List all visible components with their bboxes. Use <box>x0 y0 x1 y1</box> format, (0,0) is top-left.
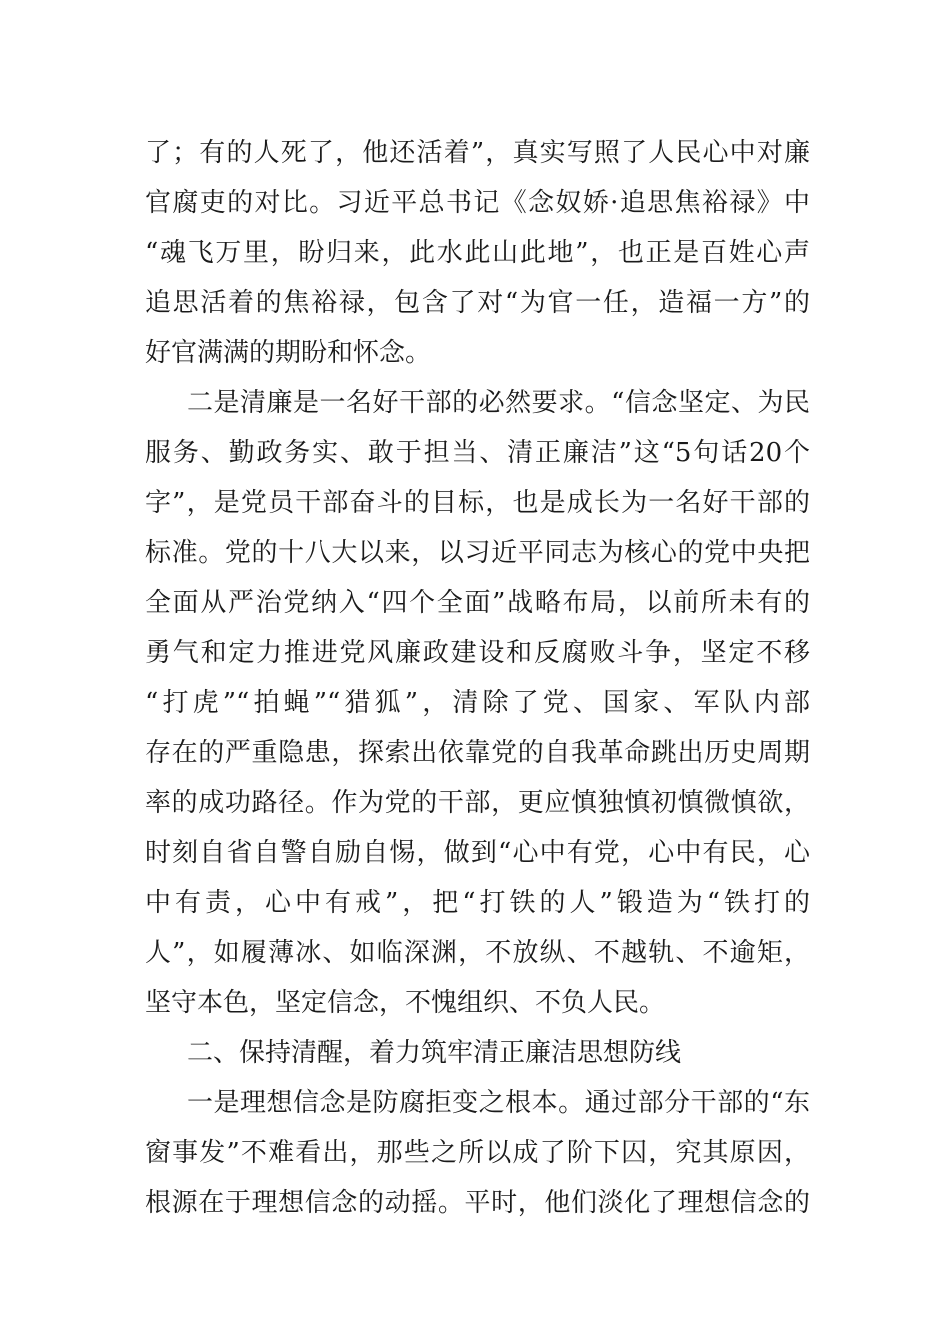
text-line: 根源在于理想信念的动摇。平时，他们淡化了理想信念的 <box>145 1188 810 1218</box>
paragraph-start-line: 一是理想信念是防腐拒变之根本。通过部分干部的“东 <box>187 1088 810 1118</box>
document-body <box>145 128 810 1228</box>
text-line: “魂飞万里，盼归来，此水此山此地”，也正是百姓心声 <box>145 238 810 268</box>
section-heading: 二、保持清醒，着力筑牢清正廉洁思想防线 <box>187 1038 682 1068</box>
text-line: 全面从严治党纳入“四个全面”战略布局，以前所未有的 <box>145 588 810 618</box>
text-line: 官腐吏的对比。习近平总书记《念奴娇·追思焦裕禄》中 <box>145 188 810 218</box>
text-line: 勇气和定力推进党风廉政建设和反腐败斗争，坚定不移 <box>145 638 810 668</box>
text-line: 中有责，心中有戒”，把“打铁的人”锻造为“铁打的 <box>145 888 810 918</box>
text-line: 好官满满的期盼和怀念。 <box>145 338 432 368</box>
text-line: 追思活着的焦裕禄，包含了对“为官一任，造福一方”的 <box>145 288 810 318</box>
text-line: “打虎”“拍蝇”“猎狐”，清除了党、国家、军队内部 <box>145 688 810 718</box>
text-line: 率的成功路径。作为党的干部，更应慎独慎初慎微慎欲， <box>145 788 810 818</box>
text-line: 存在的严重隐患，探索出依靠党的自我革命跳出历史周期 <box>145 738 810 768</box>
text-line: 标准。党的十八大以来，以习近平同志为核心的党中央把 <box>145 538 810 568</box>
text-line: 人”，如履薄冰、如临深渊，不放纵、不越轨、不逾矩， <box>145 938 810 968</box>
text-line: 坚守本色，坚定信念，不愧组织、不负人民。 <box>145 988 666 1018</box>
text-line: 窗事发”不难看出，那些之所以成了阶下囚，究其原因， <box>145 1138 810 1168</box>
text-line: 字”，是党员干部奋斗的目标，也是成长为一名好干部的 <box>145 488 810 518</box>
text-line: 了；有的人死了，他还活着”，真实写照了人民心中对廉 <box>145 138 810 168</box>
text-line: 服务、勤政务实、敢于担当、清正廉洁”这“5句话20个 <box>145 438 810 468</box>
paragraph-start-line: 二是清廉是一名好干部的必然要求。“信念坚定、为民 <box>187 388 810 418</box>
text-line: 时刻自省自警自励自惕，做到“心中有党，心中有民，心 <box>145 838 810 868</box>
